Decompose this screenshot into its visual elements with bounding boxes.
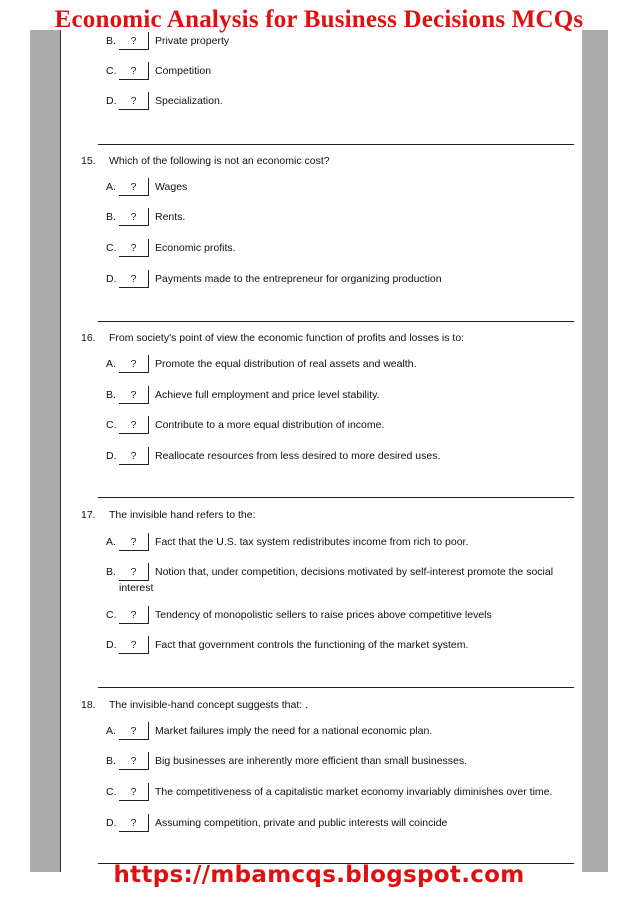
question-number: 18. bbox=[81, 699, 96, 711]
answer-box[interactable]: ? bbox=[119, 178, 149, 196]
question-divider bbox=[98, 687, 574, 688]
q18-option-d bbox=[0, 814, 638, 834]
q17-option-c bbox=[0, 606, 638, 626]
question-divider bbox=[98, 144, 574, 145]
option-letter: B. bbox=[106, 566, 116, 578]
q18-option-a bbox=[0, 722, 638, 742]
answer-box[interactable]: ? bbox=[119, 92, 149, 110]
q14-option-b bbox=[0, 32, 638, 52]
q14-option-d bbox=[0, 92, 638, 112]
q15-option-d bbox=[0, 270, 638, 290]
option-text: The competitiveness of a capitalistic market economy invariably diminishes over time. bbox=[155, 786, 553, 798]
answer-box[interactable]: ? bbox=[119, 62, 149, 80]
question-text: Which of the following is not an economic cost? bbox=[109, 155, 330, 167]
q15-option-b bbox=[0, 208, 638, 228]
answer-box[interactable]: ? bbox=[119, 355, 149, 373]
option-letter: B. bbox=[106, 35, 116, 47]
option-text: Private property bbox=[155, 35, 230, 47]
option-text: Notion that, under competition, decisions motivated by self-interest promote the social bbox=[155, 566, 554, 578]
answer-box[interactable]: ? bbox=[119, 606, 149, 624]
question-text: From society's point of view the economic function of profits and losses is to: bbox=[109, 332, 465, 344]
answer-box[interactable]: ? bbox=[119, 447, 149, 465]
option-letter: B. bbox=[106, 389, 116, 401]
option-text: Fact that government controls the functioning of the market system. bbox=[155, 639, 469, 651]
q18-option-b bbox=[0, 752, 638, 772]
option-text: Wages bbox=[155, 181, 188, 193]
option-letter: D. bbox=[106, 639, 117, 651]
answer-box[interactable]: ? bbox=[119, 416, 149, 434]
answer-box[interactable]: ? bbox=[119, 563, 149, 581]
answer-box[interactable]: ? bbox=[119, 32, 149, 50]
option-text: Reallocate resources from less desired to more desired uses. bbox=[155, 450, 441, 462]
answer-box[interactable]: ? bbox=[119, 239, 149, 257]
option-text: Economic profits. bbox=[155, 242, 236, 254]
option-text: Specialization. bbox=[155, 95, 223, 107]
answer-box[interactable]: ? bbox=[119, 752, 149, 770]
answer-box[interactable]: ? bbox=[119, 386, 149, 404]
option-letter: C. bbox=[106, 65, 117, 77]
option-letter: D. bbox=[106, 450, 117, 462]
page-title: Economic Analysis for Business Decisions MCQs bbox=[54, 6, 584, 33]
option-text: Tendency of monopolistic sellers to raise prices above competitive levels bbox=[155, 609, 492, 621]
option-letter: D. bbox=[106, 817, 117, 829]
q15-option-a bbox=[0, 178, 638, 198]
answer-box[interactable]: ? bbox=[119, 814, 149, 832]
option-text: Competition bbox=[155, 65, 212, 77]
option-text: Payments made to the entrepreneur for organizing production bbox=[155, 273, 442, 285]
question-text: The invisible-hand concept suggests that: . bbox=[109, 699, 309, 711]
option-text: Market failures imply the need for a national economic plan. bbox=[155, 725, 433, 737]
q17-option-d bbox=[0, 636, 638, 656]
option-text: Achieve full employment and price level stability. bbox=[155, 389, 380, 401]
option-letter: C. bbox=[106, 419, 117, 431]
answer-box[interactable]: ? bbox=[119, 533, 149, 551]
option-text: Contribute to a more equal distribution of income. bbox=[155, 419, 385, 431]
q14-option-c bbox=[0, 62, 638, 82]
option-letter: D. bbox=[106, 95, 117, 107]
option-text: Promote the equal distribution of real assets and wealth. bbox=[155, 358, 417, 370]
question-number: 17. bbox=[81, 509, 96, 521]
question-number: 15. bbox=[81, 155, 96, 167]
q17-option-a bbox=[0, 533, 638, 553]
option-text: Assuming competition, private and public interests will coincide bbox=[155, 817, 448, 829]
option-text: Fact that the U.S. tax system redistributes income from rich to poor. bbox=[155, 536, 469, 548]
option-letter: C. bbox=[106, 242, 117, 254]
answer-box[interactable]: ? bbox=[119, 783, 149, 801]
option-letter: C. bbox=[106, 786, 117, 798]
answer-box[interactable]: ? bbox=[119, 208, 149, 226]
option-letter: C. bbox=[106, 609, 117, 621]
q15-option-c bbox=[0, 239, 638, 259]
answer-box[interactable]: ? bbox=[119, 270, 149, 288]
q17-option-b bbox=[0, 563, 638, 599]
option-letter: A. bbox=[106, 536, 116, 548]
q16-option-d bbox=[0, 447, 638, 467]
question-text: The invisible hand refers to the: bbox=[109, 509, 256, 521]
footer-url[interactable]: https://mbamcqs.blogspot.com bbox=[113, 862, 525, 888]
option-letter: D. bbox=[106, 273, 117, 285]
q18-option-c bbox=[0, 783, 638, 803]
option-letter: B. bbox=[106, 755, 116, 767]
option-text: Big businesses are inherently more efficient than small businesses. bbox=[155, 755, 468, 767]
option-letter: A. bbox=[106, 725, 116, 737]
q16-option-a bbox=[0, 355, 638, 375]
answer-box[interactable]: ? bbox=[119, 722, 149, 740]
q16-option-b bbox=[0, 386, 638, 406]
option-letter: A. bbox=[106, 358, 116, 370]
answer-box[interactable]: ? bbox=[119, 636, 149, 654]
question-divider bbox=[98, 497, 574, 498]
q16-option-c bbox=[0, 416, 638, 436]
option-text-continuation: interest bbox=[119, 582, 154, 594]
option-letter: A. bbox=[106, 181, 116, 193]
question-number: 16. bbox=[81, 332, 96, 344]
question-divider bbox=[98, 321, 574, 322]
option-text: Rents. bbox=[155, 211, 186, 223]
option-letter: B. bbox=[106, 211, 116, 223]
